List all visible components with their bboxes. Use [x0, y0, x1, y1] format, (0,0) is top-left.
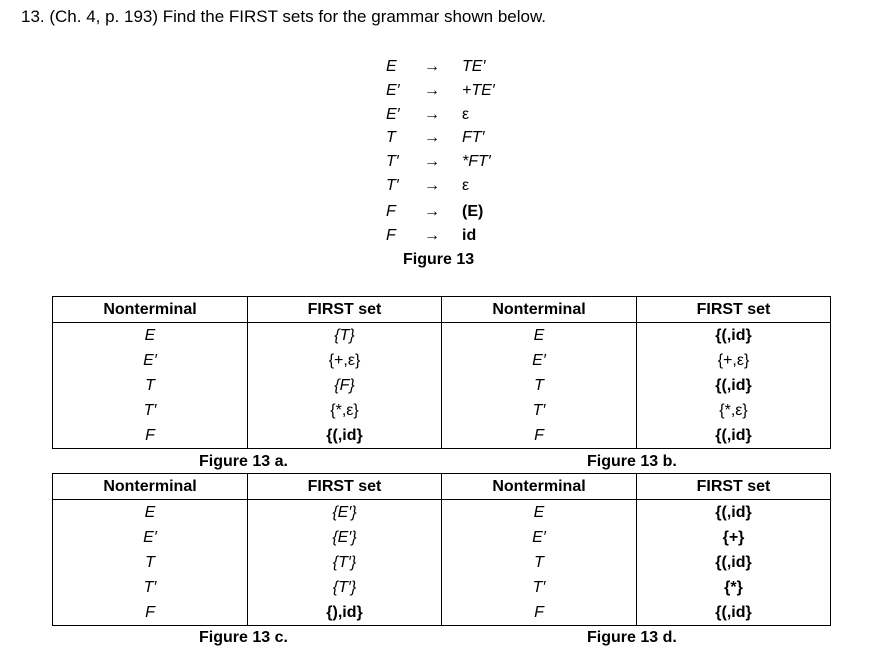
nonterminal-cell: E′	[442, 348, 637, 373]
grammar-rhs: ε	[462, 177, 470, 194]
table-row	[53, 348, 831, 373]
nonterminal-cell: F	[53, 600, 248, 626]
first-set-cell: {+,ε}	[248, 348, 442, 373]
table-row	[53, 550, 831, 575]
first-sets-table-cd	[52, 473, 831, 626]
figure-caption-13d: Figure 13 d.	[587, 629, 677, 646]
first-set-cell: {*,ε}	[637, 398, 831, 423]
grammar-rhs: ε	[462, 106, 470, 123]
figure-caption: Figure 13	[403, 251, 475, 268]
nonterminal-cell: E′	[53, 348, 248, 373]
nonterminal-cell: F	[442, 423, 637, 449]
grammar-rhs: id	[462, 227, 477, 244]
grammar-lhs: F	[386, 203, 396, 220]
column-header: FIRST set	[637, 297, 831, 323]
figure-caption-13a: Figure 13 a.	[199, 453, 288, 470]
table-row	[53, 423, 831, 449]
first-set-cell: {F}	[248, 373, 442, 398]
table-row	[53, 500, 831, 526]
first-set-cell: {T′}	[248, 550, 442, 575]
grammar-rhs: *FT′	[462, 153, 491, 170]
grammar-rhs: TE′	[462, 58, 486, 75]
grammar-rhs: +TE′	[462, 82, 495, 99]
first-set-cell: {+,ε}	[637, 348, 831, 373]
nonterminal-cell: E	[442, 500, 637, 526]
column-header: FIRST set	[248, 297, 442, 323]
first-set-cell: {(,id}	[637, 373, 831, 398]
table-header-row	[53, 474, 831, 500]
grammar-lhs: E	[386, 58, 397, 75]
nonterminal-cell: T′	[53, 575, 248, 600]
nonterminal-cell: T	[53, 550, 248, 575]
first-set-cell: {(,id}	[637, 600, 831, 626]
first-set-cell: {T}	[248, 323, 442, 349]
first-set-cell: {),id}	[248, 600, 442, 626]
nonterminal-cell: E′	[53, 525, 248, 550]
grammar-lhs: E′	[386, 106, 400, 123]
nonterminal-cell: E′	[442, 525, 637, 550]
first-set-cell: {+}	[637, 525, 831, 550]
arrow-icon: →	[424, 129, 440, 146]
column-header: Nonterminal	[53, 474, 248, 500]
table-header-row	[53, 297, 831, 323]
nonterminal-cell: E	[442, 323, 637, 349]
nonterminal-cell: T′	[442, 398, 637, 423]
column-header: Nonterminal	[442, 474, 637, 500]
first-set-cell: {(,id}	[637, 423, 831, 449]
grammar-lhs: E′	[386, 82, 400, 99]
first-set-cell: {E′}	[248, 500, 442, 526]
first-set-cell: {*}	[637, 575, 831, 600]
nonterminal-cell: F	[442, 600, 637, 626]
table-row	[53, 575, 831, 600]
table-row	[53, 398, 831, 423]
grammar-rhs: FT′	[462, 129, 485, 146]
grammar-lhs: F	[386, 227, 396, 244]
grammar-lhs: T	[386, 129, 396, 146]
nonterminal-cell: F	[53, 423, 248, 449]
nonterminal-cell: T	[53, 373, 248, 398]
nonterminal-cell: E	[53, 500, 248, 526]
arrow-icon: →	[424, 203, 440, 220]
arrow-icon: →	[424, 82, 440, 99]
nonterminal-cell: E	[53, 323, 248, 349]
column-header: FIRST set	[248, 474, 442, 500]
column-header: Nonterminal	[442, 297, 637, 323]
first-sets-table-ab	[52, 296, 831, 449]
table-row	[53, 323, 831, 349]
table-row	[53, 373, 831, 398]
column-header: Nonterminal	[53, 297, 248, 323]
nonterminal-cell: T	[442, 550, 637, 575]
arrow-icon: →	[424, 106, 440, 123]
first-set-cell: {(,id}	[637, 323, 831, 349]
nonterminal-cell: T′	[442, 575, 637, 600]
figure-caption-13c: Figure 13 c.	[199, 629, 288, 646]
column-header: FIRST set	[637, 474, 831, 500]
table-row	[53, 600, 831, 626]
first-set-cell: {*,ε}	[248, 398, 442, 423]
arrow-icon: →	[424, 58, 440, 75]
table-row	[53, 525, 831, 550]
question-text: 13. (Ch. 4, p. 193) Find the FIRST sets for the grammar shown below.	[21, 7, 547, 26]
grammar-lhs: T′	[386, 177, 399, 194]
first-set-cell: {T′}	[248, 575, 442, 600]
first-set-cell: {E′}	[248, 525, 442, 550]
nonterminal-cell: T′	[53, 398, 248, 423]
arrow-icon: →	[424, 227, 440, 244]
figure-caption-13b: Figure 13 b.	[587, 453, 677, 470]
nonterminal-cell: T	[442, 373, 637, 398]
arrow-icon: →	[424, 153, 440, 170]
arrow-icon: →	[424, 177, 440, 194]
grammar-lhs: T′	[386, 153, 399, 170]
first-set-cell: {(,id}	[637, 500, 831, 526]
first-set-cell: {(,id}	[637, 550, 831, 575]
grammar-rhs: (E)	[462, 203, 484, 220]
first-set-cell: {(,id}	[248, 423, 442, 449]
